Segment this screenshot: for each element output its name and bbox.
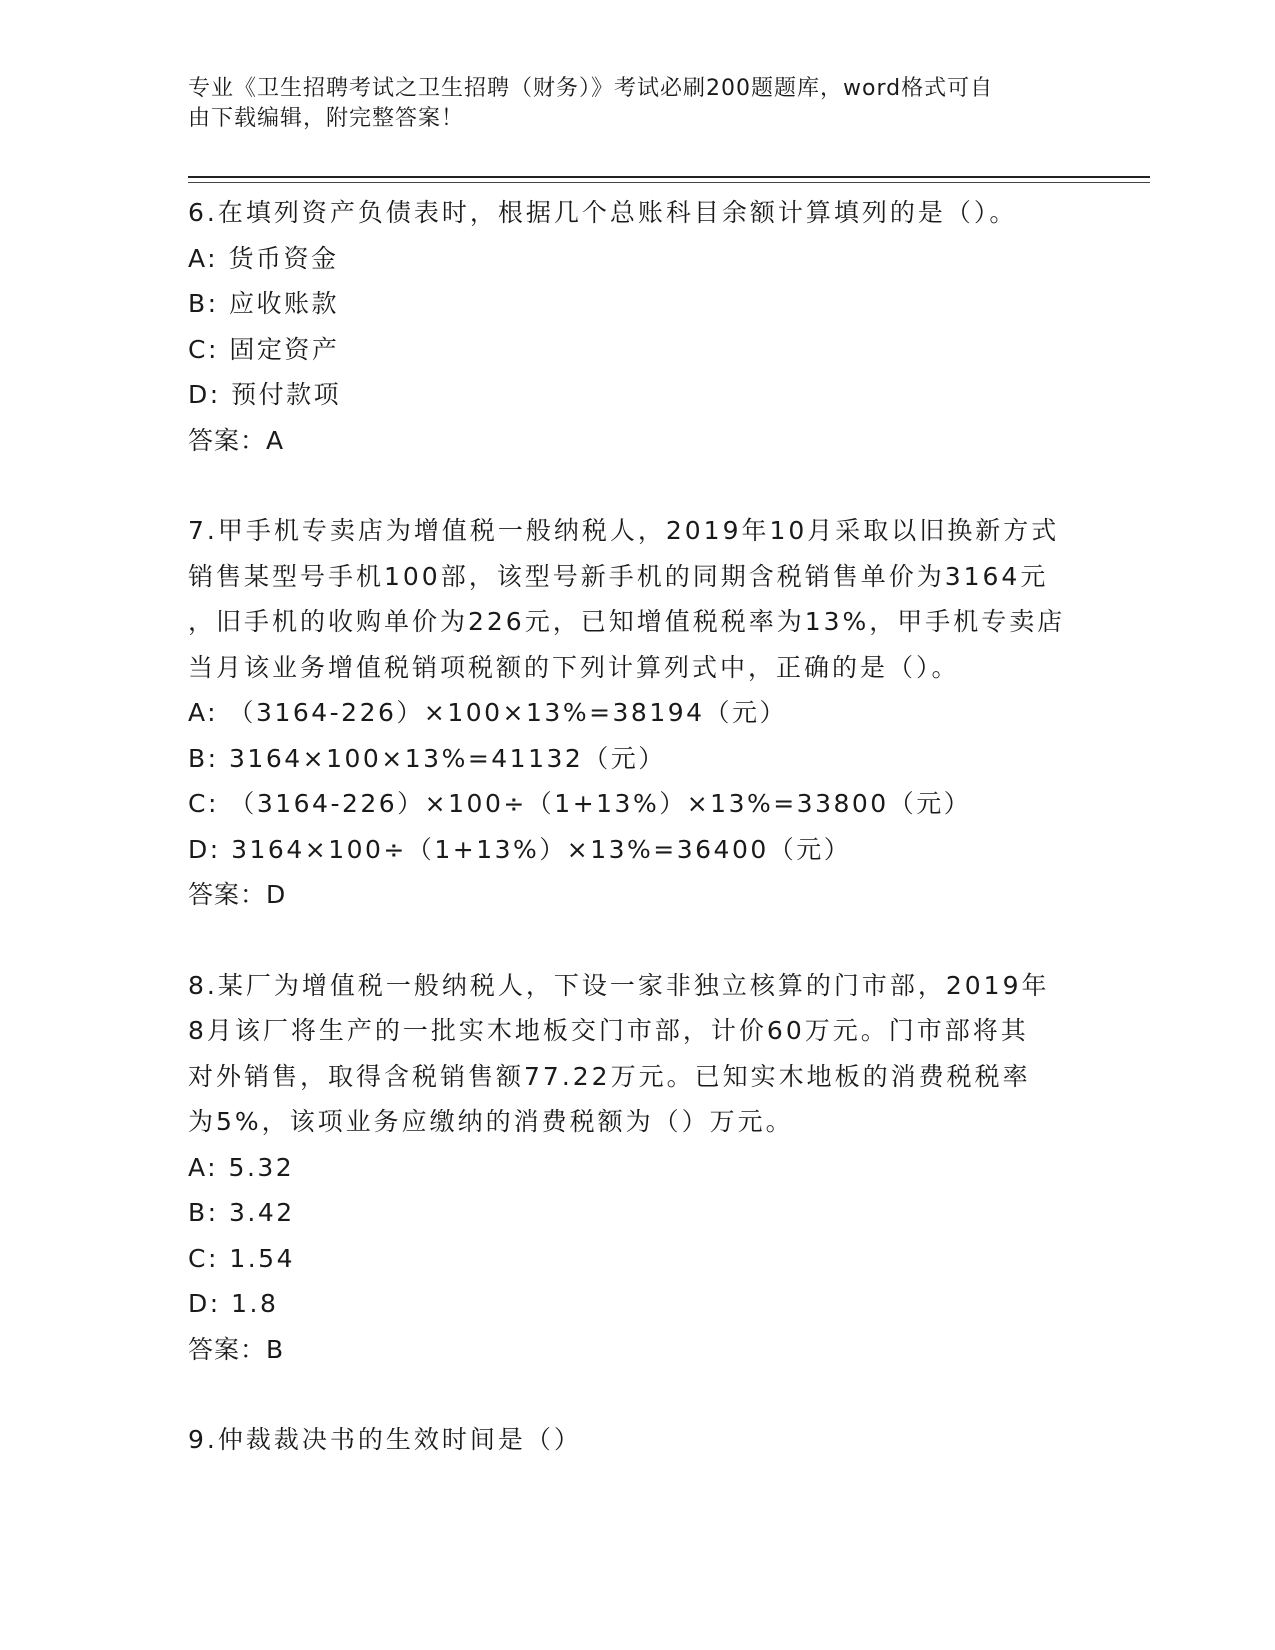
question-6-answer: 答案：A <box>188 425 285 455</box>
question-7-option-b: B: 3164×100×13%=41132（元） <box>188 743 666 773</box>
header-line-2: 由下载编辑，附完整答案！ <box>188 106 465 131</box>
question-8-stem-line-4: 为5%，该项业务应缴纳的消费税额为（）万元。 <box>188 1107 794 1136</box>
question-7-stem-line-2: 销售某型号手机100部，该型号新手机的同期含税销售单价为3164元 <box>188 561 1049 591</box>
question-6-option-a: A: 货币资金 <box>188 243 339 273</box>
question-spacer <box>188 463 1088 508</box>
question-8-answer: 答案：B <box>188 1334 285 1364</box>
question-7-option-d: D: 3164×100÷（1+13%）×13%=36400（元） <box>188 834 852 864</box>
header-line-1: 专业《卫生招聘考试之卫生招聘（财务）》考试必刷200题题库，word格式可自 <box>188 76 994 101</box>
question-8-stem-line-2: 8月该厂将生产的一批实木地板交门市部，计价60万元。门市部将其 <box>188 1016 1029 1045</box>
question-8-option-c: C: 1.54 <box>188 1243 295 1273</box>
question-9-stem: 9.仲裁裁决书的生效时间是（） <box>188 1425 582 1454</box>
question-7-option-c: C: （3164-226）×100÷（1+13%）×13%=33800（元） <box>188 789 972 818</box>
question-8 <box>188 963 1088 1373</box>
question-6-stem: 6.在填列资产负债表时，根据几个总账科目余额计算填列的是（）。 <box>188 198 1018 227</box>
question-spacer <box>188 918 1088 963</box>
question-8-option-d: D: 1.8 <box>188 1289 279 1318</box>
question-6-option-b: B: 应收账款 <box>188 289 340 318</box>
question-6-option-d: D: 预付款项 <box>188 380 342 409</box>
header-divider-thick <box>188 176 1150 178</box>
document-header <box>188 74 1068 134</box>
question-7-answer: 答案：D <box>188 880 287 909</box>
header-divider-thin <box>188 182 1150 183</box>
question-9 <box>188 1417 1088 1463</box>
question-7-stem-line-4: 当月该业务增值税销项税额的下列计算列式中，正确的是（）。 <box>188 652 960 682</box>
question-7-option-a: A: （3164-226）×100×13%=38194（元） <box>188 698 788 727</box>
question-list <box>188 190 1088 1463</box>
question-7 <box>188 508 1088 918</box>
question-8-stem-line-3: 对外销售，取得含税销售额77.22万元。已知实木地板的消费税税率 <box>188 1061 1031 1091</box>
question-7-stem-line-1: 7.甲手机专卖店为增值税一般纳税人，2019年10月采取以旧换新方式 <box>188 516 1060 545</box>
question-8-stem-line-1: 8.某厂为增值税一般纳税人，下设一家非独立核算的门市部，2019年 <box>188 970 1050 1000</box>
question-8-option-b: B: 3.42 <box>188 1198 295 1227</box>
question-8-option-a: A: 5.32 <box>188 1152 295 1182</box>
question-7-stem-line-3: ，旧手机的收购单价为226元，已知增值税税率为13%，甲手机专卖店 <box>188 607 1066 636</box>
question-spacer <box>188 1372 1088 1417</box>
question-6 <box>188 190 1088 463</box>
question-6-option-c: C: 固定资产 <box>188 334 340 364</box>
